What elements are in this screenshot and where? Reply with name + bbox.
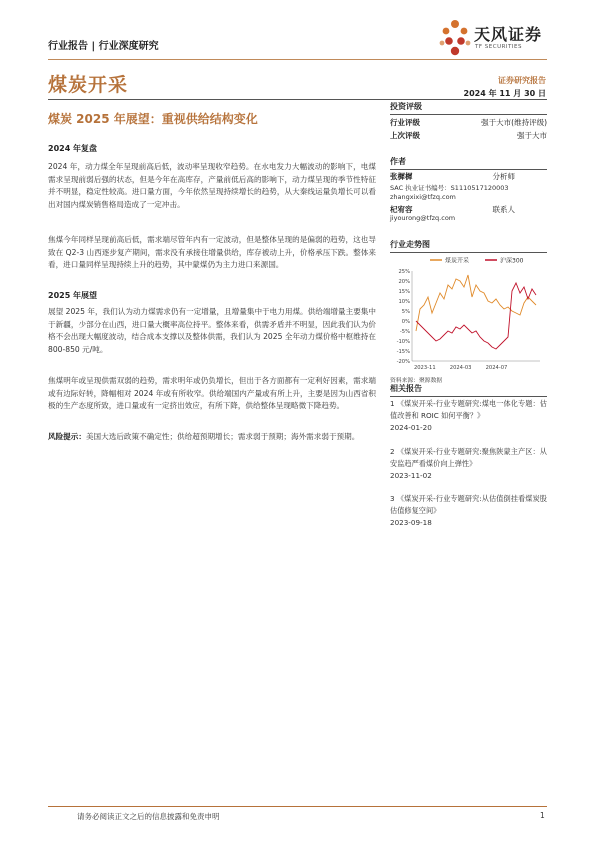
chart-source: 资料来源：聚源数据 bbox=[390, 378, 443, 384]
legend-label-coal: 煤炭开采 bbox=[445, 257, 470, 265]
author1-row bbox=[390, 171, 547, 182]
section-heading-2024: 2024 年复盘 bbox=[48, 144, 98, 153]
risk-text: 美国大选后政策不确定性；供给超预期增长；需求弱于预期；海外需求弱于预期。 bbox=[85, 432, 360, 441]
paragraph-2025-thermal: 展望 2025 年，我们认为动力煤需求仍有一定增量，且增量集中于电力用煤。供给端增量主要集中于新疆，少部分在山西，进口量大概率高位持平。整体来看，供需矛盾并不明显，因此我们认为价格不会出现大幅度波动，结合成本支撑以及整体供需，我们认为 2025 全年动力煤价格中枢维持在 800-850 元/吨。 bbox=[48, 307, 376, 354]
sector-name: 煤炭开采 bbox=[48, 74, 129, 96]
chart-legend bbox=[430, 257, 524, 265]
prev-rating-label: 上次评级 bbox=[390, 131, 420, 140]
logo-en-text: TF SECURITIES bbox=[475, 44, 522, 50]
paragraph-2025-coking: 焦煤明年或呈现供需双弱的趋势，需求明年或仍负增长，但出于各方面都有一定利好因素，需求端或有边际好转，降幅相对 2024 年或有所收窄。供给端国内产量或有所上升，主要是因为山西省积极的生产态度所致，进口量或有一定挤出效应，有所下降，供给整体呈现略微下降趋势。 bbox=[48, 376, 376, 411]
y-tick-label: 15% bbox=[398, 289, 410, 295]
chart-x-axis bbox=[412, 361, 540, 371]
related-report-3[interactable] bbox=[390, 493, 547, 529]
report-title: 煤炭 2025 年展望：重视供给结构变化 bbox=[48, 112, 258, 126]
author1-sac: SAC 执业证书编号：S1110517120003 bbox=[390, 184, 509, 192]
author2-email[interactable]: jiyourong@tfzq.com bbox=[390, 214, 456, 222]
y-tick-label: 5% bbox=[401, 309, 410, 315]
report-date: 2024 年 11 月 30 日 bbox=[463, 89, 546, 98]
header-rule bbox=[48, 59, 547, 60]
series-line-0 bbox=[416, 275, 536, 331]
series-line-1 bbox=[416, 283, 536, 349]
industry-rating-row bbox=[390, 117, 547, 128]
author1-name: 张樨樨 bbox=[390, 172, 413, 181]
related-report-3-title[interactable]: 3 《煤炭开采-行业专题研究:从估值倒挂看煤炭股估值修复空间》 bbox=[390, 494, 547, 515]
chart-heading: 行业走势图 bbox=[390, 239, 547, 253]
risk-label: 风险提示： bbox=[48, 432, 86, 441]
related-report-2[interactable] bbox=[390, 446, 547, 482]
industry-rating-value: 强于大市(维持评级) bbox=[481, 118, 547, 127]
author2-name: 杞宥容 bbox=[390, 205, 413, 214]
y-tick-label: -5% bbox=[399, 329, 410, 335]
author2-title: 联系人 bbox=[492, 205, 515, 214]
x-tick-label: 2024-07 bbox=[485, 365, 508, 371]
section-heading-2025: 2025 年展望 bbox=[48, 291, 98, 300]
y-tick-label: 10% bbox=[398, 299, 410, 305]
company-logo bbox=[438, 18, 548, 60]
y-tick-label: 25% bbox=[398, 269, 410, 275]
chart-plot-area bbox=[416, 275, 536, 349]
related-report-2-title[interactable]: 2 《煤炭开采-行业专题研究:聚焦陕蒙主产区：从安监趋严看煤价向上弹性》 bbox=[390, 447, 547, 468]
risk-warning bbox=[48, 431, 376, 444]
footer-disclaimer[interactable]: 请务必阅读正文之后的信息披露和免责申明 bbox=[77, 812, 220, 821]
subheader-rule bbox=[48, 99, 547, 100]
author-heading: 作者 bbox=[390, 156, 547, 170]
chart-y-axis bbox=[397, 269, 412, 365]
author1-email[interactable]: zhangxixi@tfzq.com bbox=[390, 193, 456, 201]
footer-rule bbox=[48, 806, 547, 807]
paragraph-2024-thermal: 2024 年，动力煤全年呈现前高后低，波动率呈现收窄趋势。在水电发力大幅波动的影响下，电煤需求呈现前弱后强的状态，但是今年在高库存，产量前低后高的影响下，动力煤呈现的季节性特征并不明显，稳定性较高。进口量方面，今年依然呈现持续增长的趋势，从大秦线运量负增长可以看出对国内煤炭销售格局造成了一定冲击。 bbox=[48, 162, 376, 209]
author1-title: 分析师 bbox=[492, 172, 515, 181]
related-report-3-date: 2023-09-18 bbox=[390, 518, 432, 527]
legend-label-hs300: 沪深300 bbox=[500, 257, 524, 265]
related-report-2-date: 2023-11-02 bbox=[390, 471, 432, 480]
page-number: 1 bbox=[540, 811, 545, 820]
report-category-tags: 行业报告 | 行业深度研究 bbox=[48, 41, 159, 52]
report-type: 证券研究报告 bbox=[498, 76, 546, 85]
prev-rating-value: 强于大市 bbox=[517, 131, 547, 140]
x-tick-label: 2024-03 bbox=[449, 365, 472, 371]
related-report-1-date: 2024-01-20 bbox=[390, 423, 432, 432]
x-tick-label: 2023-11 bbox=[413, 365, 436, 371]
industry-trend-chart bbox=[390, 253, 547, 373]
related-report-1[interactable] bbox=[390, 398, 547, 434]
tf-logo-icon bbox=[438, 18, 472, 58]
related-report-1-title[interactable]: 1 《煤炭开采-行业专题研究:煤电一体化专题：估值改善和 ROIC 如何平衡？》 bbox=[390, 399, 547, 420]
prev-rating-row bbox=[390, 130, 547, 141]
y-tick-label: 0% bbox=[401, 319, 410, 325]
y-tick-label: 20% bbox=[398, 279, 410, 285]
y-tick-label: -20% bbox=[396, 359, 410, 365]
related-heading: 相关报告 bbox=[390, 383, 547, 397]
y-tick-label: -15% bbox=[396, 349, 410, 355]
logo-cn-text: 天风证券 bbox=[474, 25, 543, 44]
rating-heading: 投资评级 bbox=[390, 101, 547, 115]
y-tick-label: -10% bbox=[396, 339, 410, 345]
paragraph-2024-coking: 焦煤今年同样呈现前高后低，需求端尽管年内有一定波动，但是整体呈现的是偏弱的趋势，这也导致在 Q2-3 山西逐步复产期间，需求没有承接住增量供给，库存被动上升，价格承压下跌。整体来看，进口量同样呈现持续上升的趋势，其中蒙煤仍为主力进口来源国。 bbox=[48, 235, 376, 270]
industry-rating-label: 行业评级 bbox=[390, 118, 420, 127]
